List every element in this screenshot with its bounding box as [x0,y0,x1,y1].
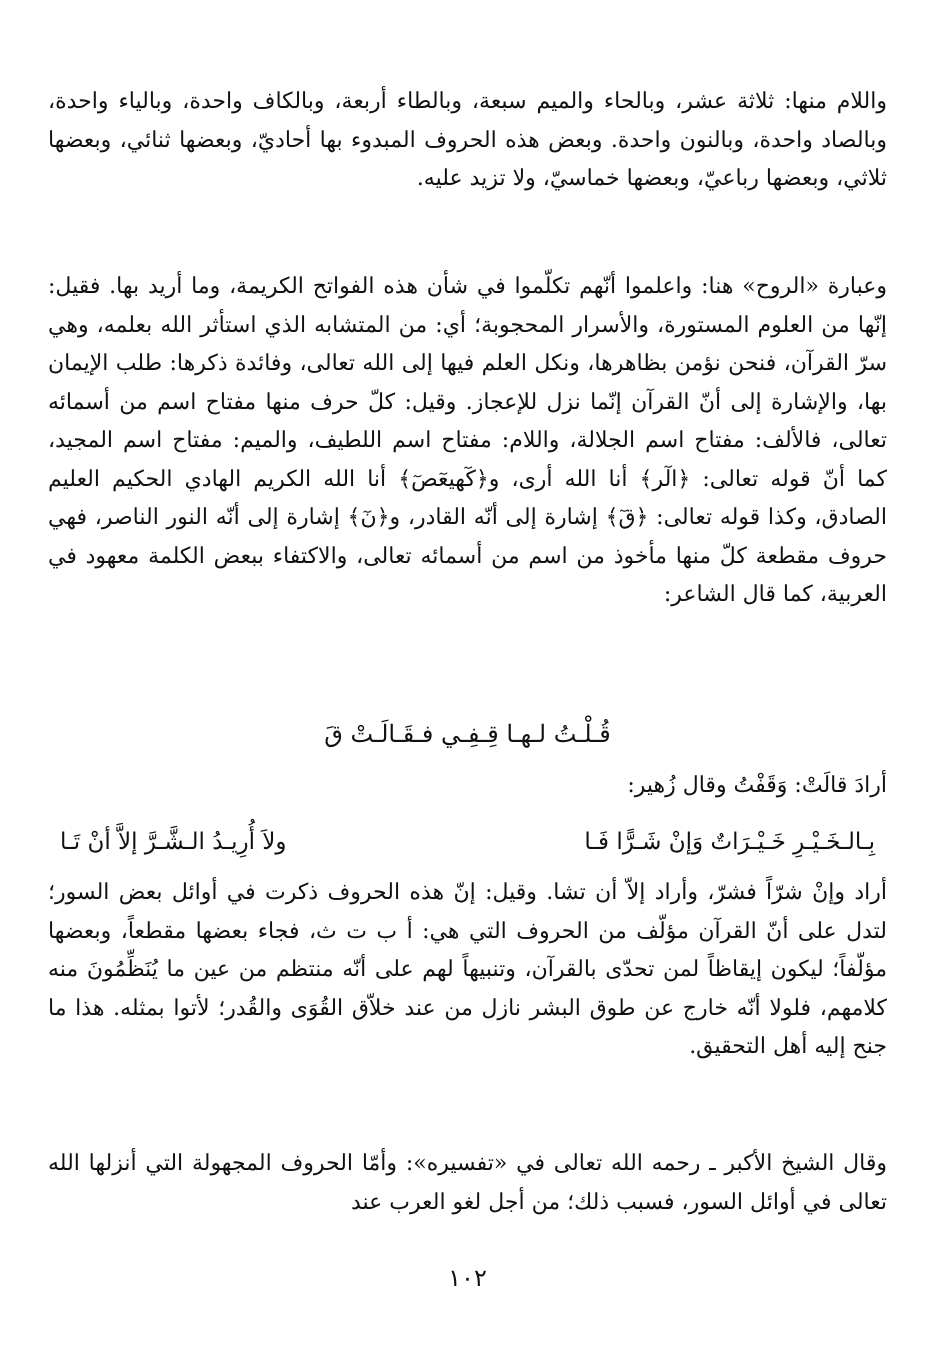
poetry-verse-2 [60,823,875,861]
poetry-verse-1: قُـلْـتُ لـهـا قِـفِـي فـقَـالَـتْ قَ [324,720,611,748]
verse-2-first-hemistich: بِـالـخَـيْـرِ خَـيْـرَاتٌ وَإنْ شَـرًّا فَـا [584,829,875,855]
paragraph-ruh-commentary: وعبارة «الروح» هنا: واعلموا أنّهم تكلّموا في شأن هذه الفواتح الكريمة، وما أريد بها. فقيل: إنّها من العلوم المستورة، والأسرار المحجوبة؛ أي: من المتشابه الذي استأثر الله بعلمه، وهي سرّ القرآن، فنحن نؤمن بظاهرها، ونكل العلم فيها إلى الله تعالى، وفائدة ذكرها: طلب الإيمان بها، والإشارة إلى أنّ القرآن إنّما نزل للإعجاز. وقيل: كلّ حرف منها مفتاح اسم من أسمائه تعالى، فالألف: مفتاح اسم الجلالة، واللام: مفتاح اسم اللطيف، والميم: مفتاح اسم المجيد، كما أنّ قوله تعالى: ﴿الٓر﴾ أنا الله أرى، و﴿كٓهيعٓصٓ﴾ أنا الله الكريم الهادي الحكيم العليم الصادق، وكذا قوله تعالى: ﴿قٓ﴾ إشارة إلى أنّه القادر، و﴿نٓ﴾ إشارة إلى أنّه النور الناصر، فهي حروف مقطعة كلّ منها مأخوذ من اسم من أسمائه تعالى، والاكتفاء ببعض الكلمة معهود في العربية، كما قال الشاعر: [48,274,887,607]
paragraph-letters-meaning: أراد وإنْ شرّاً فشرّ، وأراد إلاّ أن تشا. وقيل: إنّ هذه الحروف ذكرت في أوائل بعض السور؛ لتدل على أنّ القرآن مؤلّف من الحروف التي هي: أ ب ت ث، فجاء بعضها مقطعاً، وبعضها مؤلّفاً؛ ليكون إيقاظاً لمن تحدّى بالقرآن، وتنبيهاً لهم على أنّه منتظم من عين ما يُنَظِّمُونَ منه كلامهم، فلولا أنّه خارج عن طوق البشر نازل من عند خلاّق القُوَى والقُدر؛ لأتوا بمثله. هذا ما جنح إليه أهل التحقيق. [48,880,887,1059]
verse-2-second-hemistich: ولاَ أُرِيـدُ الـشَّـرَّ إلاَّ أنْ تَـا [60,829,287,855]
paragraph-shaykh-akbar: وقال الشيخ الأكبر ـ رحمه الله تعالى في «تفسيره»: وأمّا الحروف المجهولة التي أنزلها الله تعالى في أوائل السور، فسبب ذلك؛ من أجل لغو العرب عند [48,1151,887,1215]
page-number: ١٠٢ [448,1264,487,1292]
paragraph-letters-count: واللام منها: ثلاثة عشر، وبالحاء والميم سبعة، وبالطاء أربعة، وبالكاف واحدة، وبالياء واحدة، وبالصاد واحدة، وبالنون واحدة. وبعض هذه الحروف المبدوء بها أحاديّ، وبعضها ثنائي، وبعضها ثلاثي، وبعضها رباعيّ، وبعضها خماسيّ، ولا تزيد عليه. [48,89,887,191]
verse-explanation-line: أرادَ قالَتْ: وَقَفْتُ وقال زُهير: [627,773,887,798]
